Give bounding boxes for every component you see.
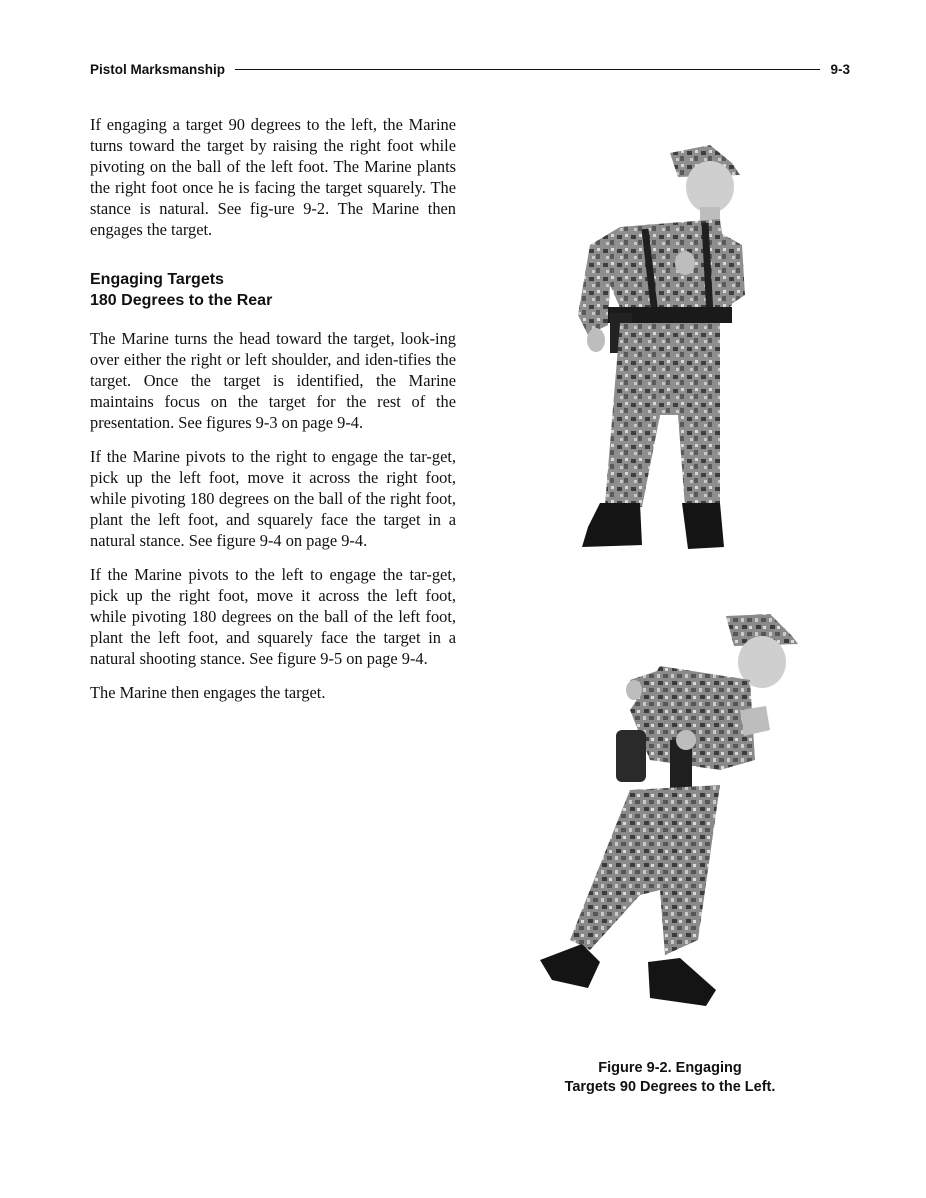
text-column (90, 114, 456, 716)
section-title: Pistol Marksmanship (90, 61, 226, 77)
figure-caption (520, 1059, 820, 1097)
paragraph-engage: The Marine then engages the target. (90, 683, 326, 702)
section-heading (90, 269, 456, 311)
caption-line-1: Figure 9-2. Engaging (598, 1060, 742, 1076)
page-number: 9-3 (830, 61, 850, 77)
paragraph-pivot-right: If the Marine pivots to the right to engage the tar-get, pick up the left foot, move it across the right foot, while pivoting 180 degrees on the ball of the right foot, plant the left foot, and squarely face the target in a natural stance. See figure 9-4 on page 9-4. (90, 447, 456, 550)
running-header (90, 58, 850, 80)
heading-line-1: Engaging Targets (90, 271, 224, 288)
marine-standing-photo (560, 135, 760, 560)
heading-line-2: 180 Degrees to the Rear (90, 292, 273, 309)
paragraph-90-left: If engaging a target 90 degrees to the left, the Marine turns toward the target by raising the right foot while pivoting on the ball of the left foot. The Marine plants the right foot once he is facing the target squarely. The stance is natural. See fig-ure 9-2. The Marine then engages the target. (90, 115, 456, 239)
paragraph-pivot-left: If the Marine pivots to the left to engage the tar-get, pick up the right foot, move it across the left foot, while pivoting 180 degrees on the ball of the left foot, plant the left foot, and squarely face the target in a natural shooting stance. See figure 9-5 on page 9-4. (90, 565, 456, 668)
caption-line-2: Targets 90 Degrees to the Left. (564, 1079, 776, 1095)
header-rule (235, 69, 820, 70)
marine-turning-photo (530, 610, 810, 1030)
paragraph-turn-head: The Marine turns the head toward the target, look-ing over either the right or left shoulder, and iden-tifies the target. Once the target is identified, the Marine maintains focus on the target for the rest of the presentation. See figures 9-3 on page 9-4. (90, 329, 456, 432)
